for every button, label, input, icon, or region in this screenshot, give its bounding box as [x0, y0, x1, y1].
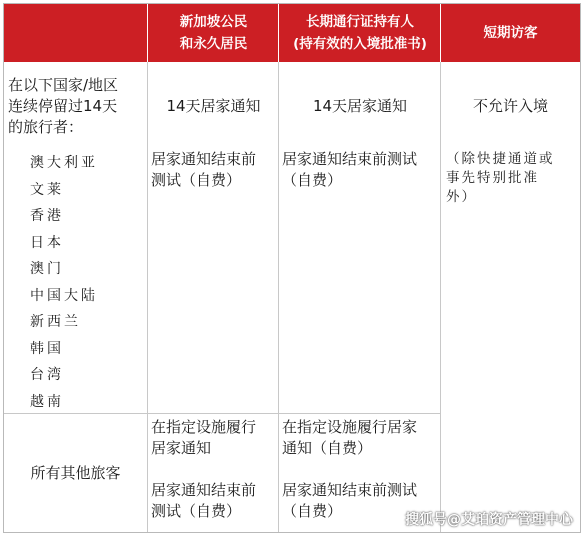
row2-citizens-test-line2: 测试（自费）: [151, 502, 242, 520]
header-divider-3: [440, 4, 441, 62]
row-divider: [4, 413, 441, 414]
country-new-zealand: 新西兰: [30, 314, 81, 330]
country-brunei: 文莱: [30, 182, 64, 198]
header-citizens-line1: 新加坡公民: [179, 14, 248, 30]
country-macau: 澳门: [30, 261, 64, 277]
row1-ltp-test-line2: （自费）: [282, 171, 343, 189]
header-short-term-visitors: [441, 4, 580, 62]
row1-citizens-test-line1: 居家通知结束前: [151, 150, 257, 168]
country-japan: 日本: [30, 235, 64, 251]
country-mainland-china: 中国大陆: [30, 288, 98, 304]
row1-label-line2: 连续停留过14天: [8, 97, 118, 115]
header-citizens-line2: 和永久居民: [179, 36, 248, 52]
header-ltp-line1: 长期通行证持有人: [306, 14, 414, 30]
row1-visitors-exception: [446, 150, 578, 207]
row2-citizens-test: [151, 480, 279, 522]
header-visitors-label: 短期访客: [483, 25, 538, 41]
country-taiwan: 台湾: [30, 367, 64, 383]
row1-ltp-test: [282, 149, 440, 191]
travel-policy-table: [3, 3, 581, 533]
row1-label-line1: 在以下国家/地区: [8, 76, 119, 94]
header-divider-2: [278, 4, 279, 62]
watermark: 搜狐号@艾珀资产管理中心: [405, 512, 573, 528]
country-south-korea: 韩国: [30, 341, 64, 357]
row1-citizens-test-line2: 测试（自费）: [151, 171, 242, 189]
row1-visitors-exception-line1: （除快捷通道或: [446, 151, 555, 167]
row2-ltp-test-line2: （自费）: [282, 502, 343, 520]
row2-citizens-facility-line1: 在指定设施履行: [151, 418, 257, 436]
row1-citizens-test: [151, 149, 279, 191]
row1-citizens-notice: 14天居家通知: [166, 97, 261, 115]
header-citizens-pr: [148, 4, 279, 62]
row2-citizens-facility: [151, 417, 279, 459]
row1-ltp-notice: 14天居家通知: [312, 97, 408, 115]
row1-visitors-entry: 不允许入境: [472, 97, 548, 115]
row2-ltp-facility-line2: 通知（自费）: [282, 439, 373, 457]
row1-visitors-exception-line2: 事先特别批准: [446, 170, 539, 186]
header-ltp-line2: (持有效的入境批准书): [293, 36, 427, 52]
header-blank-cell: [4, 4, 148, 62]
row2-citizens-test-line1: 居家通知结束前: [151, 481, 257, 499]
row2-ltp-facility: [282, 417, 440, 459]
country-vietnam: 越南: [30, 394, 64, 410]
country-australia: 澳大利亚: [30, 155, 98, 171]
row2-ltp-test-line1: 居家通知结束前测试: [282, 481, 418, 499]
row1-ltp-test-line1: 居家通知结束前测试: [282, 150, 418, 168]
row2-citizens-facility-line2: 居家通知: [151, 439, 212, 457]
country-hong-kong: 香港: [30, 208, 64, 224]
header-long-term-pass: [279, 4, 441, 62]
row2-label: 所有其他旅客: [30, 464, 121, 482]
column-divider-3: [440, 4, 441, 532]
row2-ltp-facility-line1: 在指定设施履行居家: [282, 418, 418, 436]
header-divider-1: [147, 4, 148, 62]
row1-label-line3: 的旅行者：: [8, 118, 84, 136]
row1-visitors-exception-line3: 外）: [446, 189, 477, 205]
row1-label: [8, 75, 158, 138]
